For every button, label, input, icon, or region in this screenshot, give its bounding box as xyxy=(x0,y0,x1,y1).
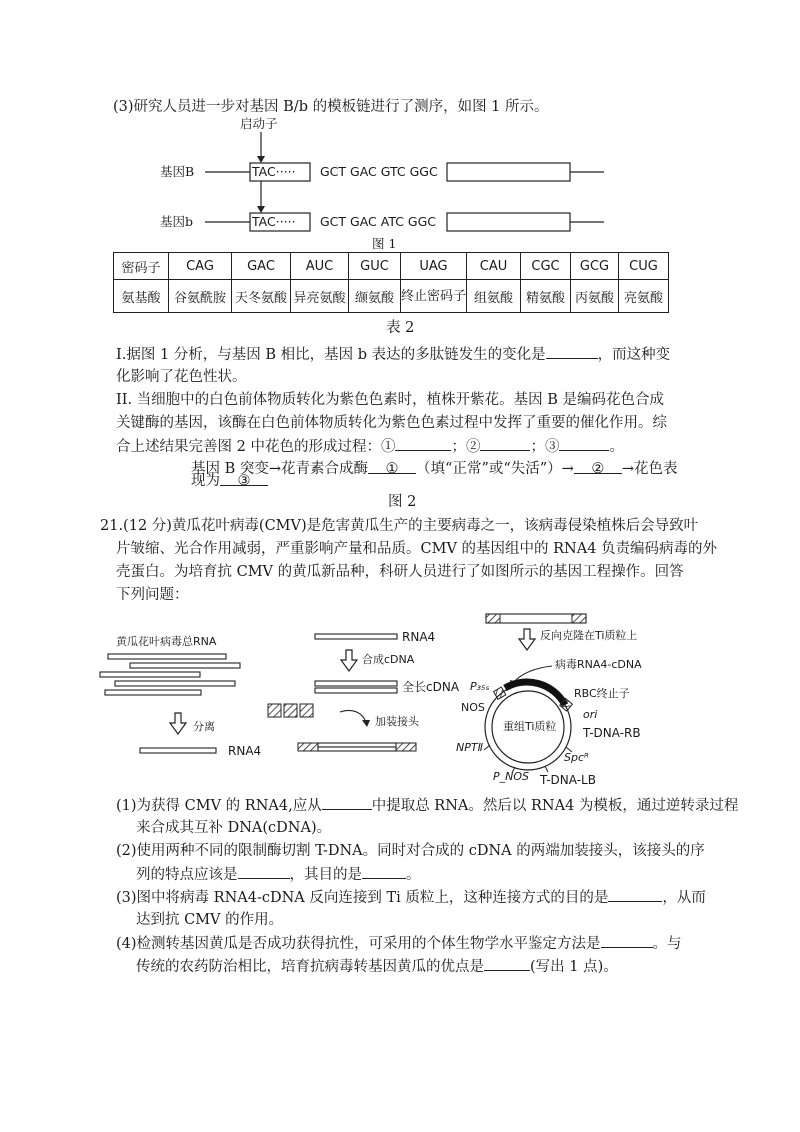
subq-text: 列的特点应该是 xyxy=(136,867,238,883)
spcr-label: Spcᴿ xyxy=(564,751,589,764)
figure-1-caption: 图 1 xyxy=(372,236,397,251)
full-cdna-label: 全长cDNA xyxy=(402,680,460,694)
nptii-label: NPTⅡ xyxy=(456,741,483,754)
amino-acid-cell: 天冬氨酸 xyxy=(232,280,291,313)
subq-text: (1)为获得 CMV 的 RNA4,应从 xyxy=(116,798,322,814)
flow-text: 现为 xyxy=(191,473,220,489)
tac-lower: TAC····· xyxy=(252,214,296,229)
add-adapter-label: 加装接头 xyxy=(375,715,419,728)
gene-b-upper-label: 基因B xyxy=(160,164,195,179)
p35s-label: P₃₅ₛ xyxy=(470,680,490,693)
subq-3-line-1 xyxy=(116,887,706,908)
q21-line-4: 下列问题： xyxy=(116,587,189,603)
amino-acid-cell: 缬氨酸 xyxy=(349,280,401,313)
codon-header-cell: UAG xyxy=(401,253,467,280)
tdna-lb-label: T-DNA-LB xyxy=(540,773,596,787)
q21-line-1: 21.(12 分)黄瓜花叶病毒(CMV)是危害黄瓜生产的主要病毒之一，该病毒侵染植株后会导致叶 xyxy=(100,518,699,534)
flow-number-1: ① xyxy=(385,461,399,477)
amino-acid-cell: 异亮氨酸 xyxy=(291,280,349,313)
rna4-mid-label: RNA4 xyxy=(402,630,436,644)
sequence-lower: GCT GAC ATC GGC xyxy=(320,214,437,229)
codon-header-cell: CAU xyxy=(467,253,521,280)
reverse-clone-arrow xyxy=(519,629,535,650)
part-i-text: I.据图 1 分析，与基因 B 相比，基因 b 表达的多肽链发生的变化是 xyxy=(116,347,546,363)
part-ii-text: ；③ xyxy=(530,439,560,455)
amino-acid-cell: 亮氨酸 xyxy=(619,280,669,313)
separate-label: 分离 xyxy=(193,720,215,733)
answer-blank-s3[interactable] xyxy=(608,887,662,902)
gene-b-lower-label: 基因b xyxy=(160,214,194,229)
table-2-caption: 表 2 xyxy=(386,320,415,336)
subq-text: (写出 1 点)。 xyxy=(530,959,618,975)
figure-2-caption: 图 2 xyxy=(388,494,417,510)
q21-line-3: 壳蛋白。为培育抗 CMV 的黄瓜新品种，科研人员进行了如图所示的基因工程操作。回答 xyxy=(116,564,684,580)
flow-number-2: ② xyxy=(591,461,605,477)
flow-text: →花色表 xyxy=(621,461,678,477)
pnos-label: P_NOS xyxy=(493,770,530,783)
reverse-clone-label: 反向克隆在Ti质粒上 xyxy=(540,629,638,642)
subq-2-line-1: (2)使用两种不同的限制酶切割 T-DNA。同时对合成的 cDNA 的两端加装接头，该接头的序 xyxy=(116,843,705,859)
codon-header-cell: AUC xyxy=(291,253,349,280)
amino-acid-cell: 谷氨酰胺 xyxy=(169,280,232,313)
total-rna-strands xyxy=(100,654,240,695)
subq-text: (3)图中将病毒 RNA4-cDNA 反向连接到 Ti 质粒上，这种连接方式的目的是 xyxy=(116,890,609,906)
subq-text: 中提取总 RNA。然后以 RNA4 为模板，通过逆转录过程 xyxy=(371,798,739,814)
answer-blank-s2b[interactable] xyxy=(362,864,406,879)
rna4-left-label: RNA4 xyxy=(228,744,262,758)
amino-acid-cell: 终止密码子 xyxy=(401,280,467,313)
q3-intro: (3)研究人员进一步对基因 B/b 的模板链进行了测序，如图 1 所示。 xyxy=(113,99,549,115)
subq-3-line-2: 达到抗 CMV 的作用。 xyxy=(136,912,284,928)
subq-4-line-2 xyxy=(136,956,618,977)
recombinant-ti-label: 重组Ti质粒 xyxy=(503,720,557,733)
part-ii-text: ；② xyxy=(451,439,481,455)
flow-text: 基因 B 突变→花青素合成酶 xyxy=(191,461,369,477)
subq-text: (4)检测转基因黄瓜是否成功获得抗性，可采用的个体生物学水平鉴定方法是 xyxy=(116,936,601,952)
rbc-stop-label: RBC终止子 xyxy=(574,687,630,700)
amino-acid-cell: 组氨酸 xyxy=(467,280,521,313)
subq-text: 传统的农药防治相比，培育抗病毒转基因黄瓜的优点是 xyxy=(136,959,484,975)
total-rna-label: 黄瓜花叶病毒总RNA xyxy=(116,635,217,648)
q21-line-2: 片皱缩、光合作用减弱，严重影响产量和品质。CMV 的基因组中的 RNA4 负责编码病毒的外 xyxy=(116,541,718,557)
synth-cdna-arrow xyxy=(341,650,357,671)
codon-header-cell: 密码子 xyxy=(114,253,169,280)
part-ii-line-2: 关键酶的基因，该酶在白色前体物质转化为紫色色素过程中发挥了重要的催化作用。综 xyxy=(116,415,667,431)
subq-1-line-1 xyxy=(116,795,738,816)
subq-text: ，其目的是 xyxy=(289,867,362,883)
subq-text: 。与 xyxy=(652,936,682,952)
amino-acid-cell: 精氨酸 xyxy=(521,280,571,313)
subq-1-line-2: 来合成其互补 DNA(cDNA)。 xyxy=(136,820,332,836)
synth-cdna-label: 合成cDNA xyxy=(362,653,415,666)
codon-header-cell: CAG xyxy=(169,253,232,280)
sequence-upper: GCT GAC GTC GGC xyxy=(320,164,438,179)
codon-header-cell: GCG xyxy=(571,253,619,280)
tdna-rb-label: T-DNA-RB xyxy=(583,726,641,740)
promoter-label: 启动子 xyxy=(240,116,278,131)
answer-blank-s2a[interactable] xyxy=(238,864,290,879)
part-ii-text: 合上述结果完善图 2 中花色的形成过程：① xyxy=(116,439,396,455)
part-ii-text: 。 xyxy=(609,439,624,455)
amino-acid-cell: 丙氨酸 xyxy=(571,280,619,313)
virus-cdna-label: 病毒RNA4-cDNA xyxy=(555,658,642,671)
codon-header-cell: CUG xyxy=(619,253,669,280)
answer-blank-s1[interactable] xyxy=(322,795,372,810)
flow-number-3: ③ xyxy=(237,473,251,489)
codon-header-cell: CGC xyxy=(521,253,571,280)
separate-arrow xyxy=(170,713,186,734)
codon-header-cell: GUC xyxy=(349,253,401,280)
subq-text: 。 xyxy=(406,867,421,883)
part-i-text-tail: ，而这种变 xyxy=(597,347,671,363)
subq-4-line-1 xyxy=(116,933,682,954)
tac-upper: TAC····· xyxy=(252,164,296,179)
part-ii-line-1: II. 当细胞中的白色前体物质转化为紫色色素时，植株开紫花。基因 B 是编码花色合成 xyxy=(116,392,665,408)
amino-acid-cell: 氨基酸 xyxy=(114,280,169,313)
answer-blank-s4b[interactable] xyxy=(484,956,530,971)
subq-text: ，从而 xyxy=(662,890,706,906)
ori-label: ori xyxy=(583,708,598,721)
nos-label: NOS xyxy=(461,701,485,714)
flow-text: （填“正常”或“失活”）→ xyxy=(416,461,574,477)
codon-header-cell: GAC xyxy=(232,253,291,280)
answer-blank-s4a[interactable] xyxy=(601,933,653,948)
subq-2-line-2 xyxy=(136,864,421,885)
part-i-line-2: 化影响了花色性状。 xyxy=(116,369,247,385)
